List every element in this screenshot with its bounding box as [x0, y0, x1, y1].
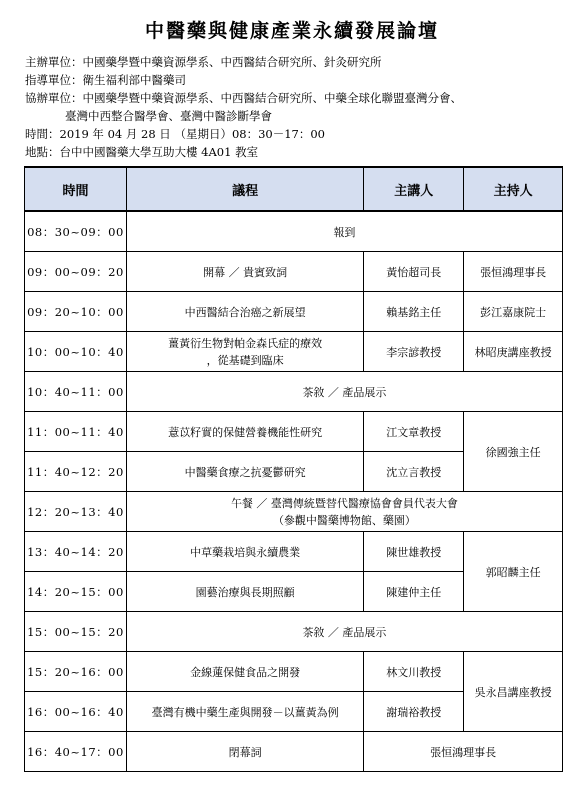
host-cell: 彭江嘉康院士	[464, 292, 563, 332]
time-cell: 16：40~17：00	[25, 732, 127, 772]
topic-cell: 中草藥栽培與永續農業	[126, 532, 363, 572]
topic-cell	[126, 492, 562, 532]
header-topic: 議程	[126, 167, 363, 211]
coorganizer-line: 協辦單位：中國藥學暨中藥資源學系、中西醫結合研究所、中藥全球化聯盟臺灣分會、	[25, 91, 462, 105]
table-row	[25, 412, 563, 452]
topic-cell: 園藝治療與長期照顧	[126, 572, 363, 612]
time-cell: 15：20~16：00	[25, 652, 127, 692]
topic-cell: 中醫藥食療之抗憂鬱研究	[126, 452, 363, 492]
time-cell: 11：40~12：20	[25, 452, 127, 492]
time-cell: 10：40~11：00	[25, 372, 127, 412]
speaker-cell: 陳建仲主任	[364, 572, 464, 612]
time-cell: 15：00~15：20	[25, 612, 127, 652]
time-cell: 13：40~14：20	[25, 532, 127, 572]
topic-cell	[126, 332, 363, 372]
topic-cell: 金線蓮保健食品之開發	[126, 652, 363, 692]
time-cell: 09：00~09：20	[25, 252, 127, 292]
time-cell: 14：20~15：00	[25, 572, 127, 612]
table-row	[25, 612, 563, 652]
host-cell: 吳永昌講座教授	[464, 652, 563, 732]
location-line: 地點：台中中國醫藥大學互助大樓 4A01 教室	[25, 145, 259, 159]
speaker-cell: 沈立言教授	[364, 452, 464, 492]
coorganizer-line-continued: 臺灣中西整合醫學會、臺灣中醫診斷學會	[65, 109, 272, 123]
speaker-cell: 李宗諺教授	[364, 332, 464, 372]
table-row	[25, 732, 563, 772]
host-cell: 林昭庚講座教授	[464, 332, 563, 372]
time-line: 時間：2019 年 04 月 28 日 （星期日）08：30－17：00	[25, 127, 325, 141]
host-cell: 張恒鴻理事長	[464, 252, 563, 292]
table-row	[25, 292, 563, 332]
time-cell: 16：00~16：40	[25, 692, 127, 732]
topic-cell: 臺灣有機中藥生產與開發－以薑黃為例	[126, 692, 363, 732]
topic-cell: 茶敘 ／ 產品展示	[126, 612, 562, 652]
topic-cell: 閉幕詞	[126, 732, 363, 772]
host-cell: 張恒鴻理事長	[364, 732, 563, 772]
header-time: 時間	[25, 167, 127, 211]
organizer-line: 主辦單位：中國藥學暨中藥資源學系、中西醫結合研究所、針灸研究所	[25, 55, 382, 69]
topic-line: 薑黃衍生物對帕金森氏症的療效	[168, 336, 323, 350]
speaker-cell: 陳世雄教授	[364, 532, 464, 572]
topic-cell: 茶敘 ／ 產品展示	[126, 372, 562, 412]
table-header-row	[25, 167, 563, 211]
time-cell: 10：00~10：40	[25, 332, 127, 372]
speaker-cell: 謝瑞裕教授	[364, 692, 464, 732]
table-row	[25, 652, 563, 692]
host-cell: 徐國強主任	[464, 412, 563, 492]
header-host: 主持人	[464, 167, 563, 211]
event-info	[25, 53, 570, 161]
table-row	[25, 492, 563, 532]
host-cell: 郭昭麟主任	[464, 532, 563, 612]
table-row	[25, 532, 563, 572]
table-row	[25, 332, 563, 372]
agenda-table	[24, 166, 563, 772]
topic-cell: 報到	[126, 211, 562, 252]
table-row	[25, 211, 563, 252]
topic-cell: 中西醫結合治癌之新展望	[126, 292, 363, 332]
header-speaker: 主講人	[364, 167, 464, 211]
topic-cell: 開幕 ／ 貴賓致詞	[126, 252, 363, 292]
time-cell: 12：20~13：40	[25, 492, 127, 532]
table-row	[25, 252, 563, 292]
time-cell: 09：20~10：00	[25, 292, 127, 332]
table-row	[25, 372, 563, 412]
page-title: 中醫藥與健康產業永續發展論壇	[144, 20, 439, 42]
speaker-cell: 江文章教授	[364, 412, 464, 452]
speaker-cell: 林文川教授	[364, 652, 464, 692]
speaker-cell: 賴基銘主任	[364, 292, 464, 332]
topic-line: ，從基礎到臨床	[206, 353, 284, 367]
topic-cell: 薏苡籽實的保健營養機能性研究	[126, 412, 363, 452]
time-cell: 08：30~09：00	[25, 211, 127, 252]
supervisor-line: 指導單位：衛生福利部中醫藥司	[25, 73, 186, 87]
topic-line: 午餐 ／ 臺灣傳統暨替代醫療協會會員代表大會	[230, 496, 458, 510]
time-cell: 11：00~11：40	[25, 412, 127, 452]
topic-line: （參觀中醫藥博物館、藥園）	[272, 513, 416, 527]
speaker-cell: 黃怡超司長	[364, 252, 464, 292]
